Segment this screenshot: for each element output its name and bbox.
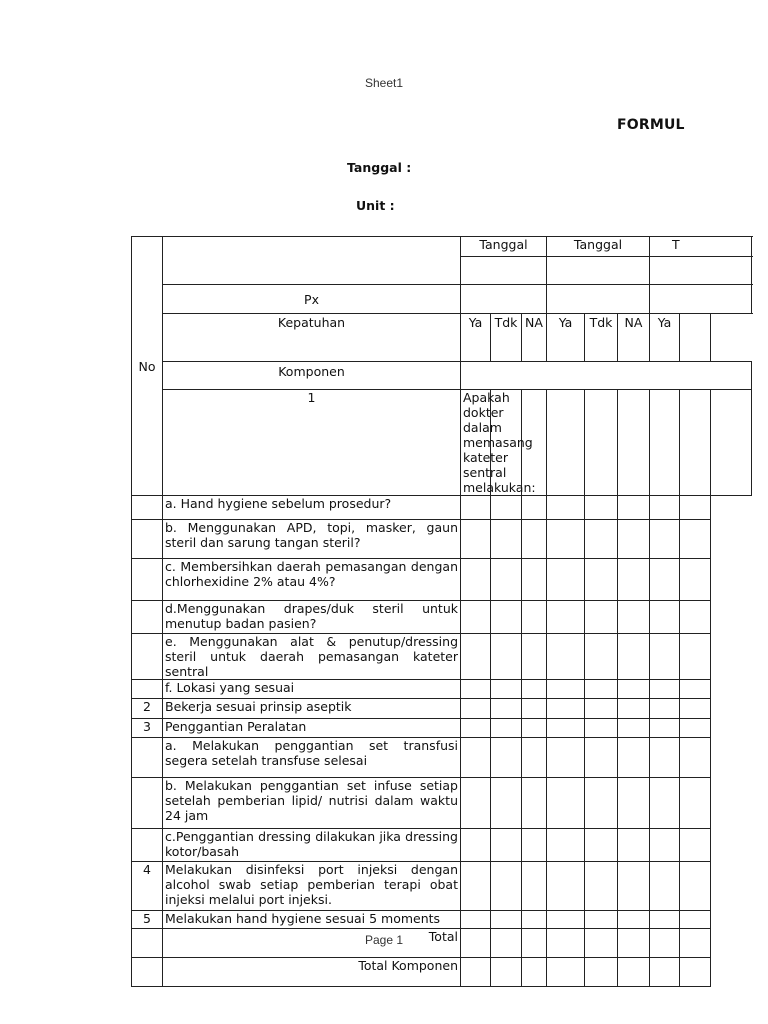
answer-cell[interactable] [461,778,491,829]
checklist-table [131,236,752,987]
answer-cell[interactable] [680,719,711,738]
answer-cell[interactable] [522,862,547,911]
answer-cell[interactable] [650,559,680,601]
header-blank [163,237,461,257]
kepatuhan-label: Kepatuhan [163,314,461,362]
row-question: c.Penggantian dressing dilakukan jika dressing kotor/basah [163,829,461,862]
row-number: 3 [132,719,163,738]
unit-label: Unit : [356,198,395,213]
answer-cell[interactable] [461,699,491,719]
row-question: a. Hand hygiene sebelum prosedur? [163,496,461,520]
page-footer: Page 1 [364,933,404,947]
answer-cell[interactable] [461,601,491,634]
table-row [132,390,752,496]
row-number [132,559,163,601]
row-number [132,634,163,680]
answer-header-ya: Ya [547,314,585,362]
answer-cell[interactable] [680,862,711,911]
date-value-3[interactable] [650,257,752,285]
table-row [132,911,752,929]
answer-cell[interactable] [461,559,491,601]
answer-cell[interactable] [522,911,547,929]
date-header-1: Tanggal [461,237,547,257]
answer-cell[interactable] [522,958,547,987]
answer-cell[interactable] [680,699,711,719]
answer-cell[interactable] [522,601,547,634]
row-question: Apakah dokter dalam memasang kateter sentral melakukan: [461,390,491,496]
answer-cell[interactable] [547,911,585,929]
answer-cell[interactable] [547,390,585,496]
answer-cell[interactable] [618,601,650,634]
answer-cell[interactable] [650,911,680,929]
answer-cell[interactable] [491,778,522,829]
answer-cell[interactable] [711,390,752,496]
table-row [132,520,752,559]
answer-cell[interactable] [491,958,522,987]
answer-cell[interactable] [618,958,650,987]
answer-cell[interactable] [680,680,711,699]
answer-cell[interactable] [547,778,585,829]
answer-cell[interactable] [547,699,585,719]
table-row [132,778,752,829]
row-number [132,829,163,862]
answer-cell[interactable] [585,390,618,496]
row-question: Melakukan hand hygiene sesuai 5 moments [163,911,461,929]
answer-cell[interactable] [585,829,618,862]
answer-cell[interactable] [491,911,522,929]
answer-cell[interactable] [618,559,650,601]
answer-cell[interactable] [680,778,711,829]
answer-cell[interactable] [491,738,522,778]
answer-cell[interactable] [522,559,547,601]
tanggal-label: Tanggal : [347,160,412,175]
answer-cell[interactable] [585,778,618,829]
answer-cell[interactable] [547,719,585,738]
answer-cell[interactable] [618,738,650,778]
answer-cell[interactable] [650,601,680,634]
answer-cell[interactable] [491,680,522,699]
answer-cell[interactable] [547,862,585,911]
answer-cell[interactable] [585,911,618,929]
komponen-blank [461,362,752,390]
answer-cell[interactable] [618,719,650,738]
table-row [132,634,752,680]
answer-cell[interactable] [461,680,491,699]
answer-header-tdk: Tdk [585,314,618,362]
table-row [132,738,752,778]
answer-cell[interactable] [585,520,618,559]
answer-cell[interactable] [585,719,618,738]
answer-cell[interactable] [585,601,618,634]
answer-header-na: NA [618,314,650,362]
komponen-label: Komponen [163,362,461,390]
total-komponen-label: Total Komponen [163,958,461,987]
answer-cell[interactable] [491,719,522,738]
answer-cell[interactable] [522,778,547,829]
answer-cell[interactable] [680,390,711,496]
answer-cell[interactable] [680,829,711,862]
answer-cell[interactable] [585,559,618,601]
table-row [132,699,752,719]
row-question: Melakukan disinfeksi port injeksi dengan alcohol swab setiap pemberian terapi obat injeksi melalui port injeksi. [163,862,461,911]
answer-cell[interactable] [461,634,491,680]
answer-cell[interactable] [618,778,650,829]
answer-cell[interactable] [461,958,491,987]
answer-cell[interactable] [491,634,522,680]
answer-cell[interactable] [585,680,618,699]
answer-cell[interactable] [491,496,522,520]
answer-cell[interactable] [491,862,522,911]
row-question: Bekerja sesuai prinsip aseptik [163,699,461,719]
answer-cell[interactable] [547,634,585,680]
row-question: Penggantian Peralatan [163,719,461,738]
answer-cell[interactable] [680,738,711,778]
answer-cell[interactable] [461,911,491,929]
answer-cell[interactable] [618,699,650,719]
answer-cell[interactable] [522,634,547,680]
row-number [132,958,163,987]
answer-cell[interactable] [618,634,650,680]
answer-cell[interactable] [547,520,585,559]
row-number [132,496,163,520]
answer-cell[interactable] [461,862,491,911]
row-question: a. Melakukan penggantian set transfusi segera setelah transfuse selesai [163,738,461,778]
answer-cell[interactable] [547,601,585,634]
date-header-2: Tanggal [547,237,650,257]
row-number: 5 [132,911,163,929]
answer-cell[interactable] [491,829,522,862]
answer-cell[interactable] [618,680,650,699]
answer-cell[interactable] [680,496,711,520]
answer-cell[interactable] [618,862,650,911]
answer-cell[interactable] [650,634,680,680]
answer-cell[interactable] [650,719,680,738]
row-number: 1 [163,390,461,496]
table-row [132,719,752,738]
answer-cell[interactable] [461,719,491,738]
answer-header-blank [680,314,711,362]
sheet-label: Sheet1 [364,76,404,90]
total-label: Total [163,929,461,958]
answer-cell[interactable] [618,520,650,559]
answer-header-ya: Ya [650,314,680,362]
answer-cell[interactable] [680,634,711,680]
answer-cell[interactable] [618,390,650,496]
answer-cell[interactable] [585,862,618,911]
answer-cell[interactable] [618,911,650,929]
answer-cell[interactable] [650,390,680,496]
answer-cell[interactable] [650,958,680,987]
row-number [132,680,163,699]
answer-cell[interactable] [461,738,491,778]
answer-cell[interactable] [585,496,618,520]
answer-cell[interactable] [650,680,680,699]
answer-cell[interactable] [522,699,547,719]
answer-cell[interactable] [547,680,585,699]
answer-cell[interactable] [461,829,491,862]
table-row [132,559,752,601]
answer-cell[interactable] [547,829,585,862]
row-question: f. Lokasi yang sesuai [163,680,461,699]
answer-cell[interactable] [522,680,547,699]
table-row [132,829,752,862]
answer-cell[interactable] [547,958,585,987]
answer-cell[interactable] [650,862,680,911]
row-number: 2 [132,699,163,719]
answer-cell[interactable] [522,738,547,778]
row-question: d.Menggunakan drapes/duk steril untuk menutup badan pasien? [163,601,461,634]
answer-cell[interactable] [522,496,547,520]
table-row [132,862,752,911]
answer-cell[interactable] [585,738,618,778]
row-number [132,738,163,778]
answer-cell[interactable] [680,559,711,601]
answer-header-tdk: Tdk [491,314,522,362]
answer-cell[interactable] [680,958,711,987]
answer-cell[interactable] [585,634,618,680]
date-header-3: T [650,237,752,257]
answer-header-ya: Ya [461,314,491,362]
px-label: Px [163,285,461,314]
px-value-1[interactable] [461,285,547,314]
answer-cell[interactable] [522,829,547,862]
answer-cell[interactable] [650,829,680,862]
header-blank [163,257,461,285]
table-row [132,680,752,699]
answer-cell[interactable] [650,699,680,719]
answer-cell[interactable] [491,520,522,559]
answer-cell[interactable] [680,601,711,634]
answer-cell[interactable] [585,958,618,987]
no-header: No [132,237,163,496]
date-value-1[interactable] [461,257,547,285]
px-value-3[interactable] [650,285,752,314]
table-row [132,601,752,634]
table-row [132,958,752,987]
answer-cell[interactable] [680,520,711,559]
answer-cell[interactable] [491,601,522,634]
row-question: b. Melakukan penggantian set infuse setiap setelah pemberian lipid/ nutrisi dalam waktu 24 jam [163,778,461,829]
row-number [132,520,163,559]
table-body [132,237,752,987]
form-title: FORMUL [617,117,685,133]
answer-cell[interactable] [491,559,522,601]
answer-cell[interactable] [547,559,585,601]
answer-cell[interactable] [461,496,491,520]
row-question: b. Menggunakan APD, topi, masker, gaun steril dan sarung tangan steril? [163,520,461,559]
answer-header-na: NA [522,314,547,362]
answer-cell[interactable] [680,911,711,929]
date-value-2[interactable] [547,257,650,285]
row-number [132,778,163,829]
answer-cell[interactable] [491,699,522,719]
answer-cell[interactable] [522,719,547,738]
row-number: 4 [132,862,163,911]
row-question: e. Menggunakan alat & penutup/dressing steril untuk daerah pemasangan kateter sentral [163,634,461,680]
answer-cell[interactable] [650,496,680,520]
answer-cell[interactable] [618,829,650,862]
answer-cell[interactable] [547,496,585,520]
answer-cell[interactable] [618,496,650,520]
row-number [132,601,163,634]
answer-cell[interactable] [650,520,680,559]
answer-cell[interactable] [650,778,680,829]
answer-cell[interactable] [585,699,618,719]
answer-cell[interactable] [522,520,547,559]
px-value-2[interactable] [547,285,650,314]
answer-cell[interactable] [650,738,680,778]
answer-cell[interactable] [547,738,585,778]
row-question: c. Membersihkan daerah pemasangan dengan chlorhexidine 2% atau 4%? [163,559,461,601]
answer-cell[interactable] [461,520,491,559]
table-row [132,496,752,520]
